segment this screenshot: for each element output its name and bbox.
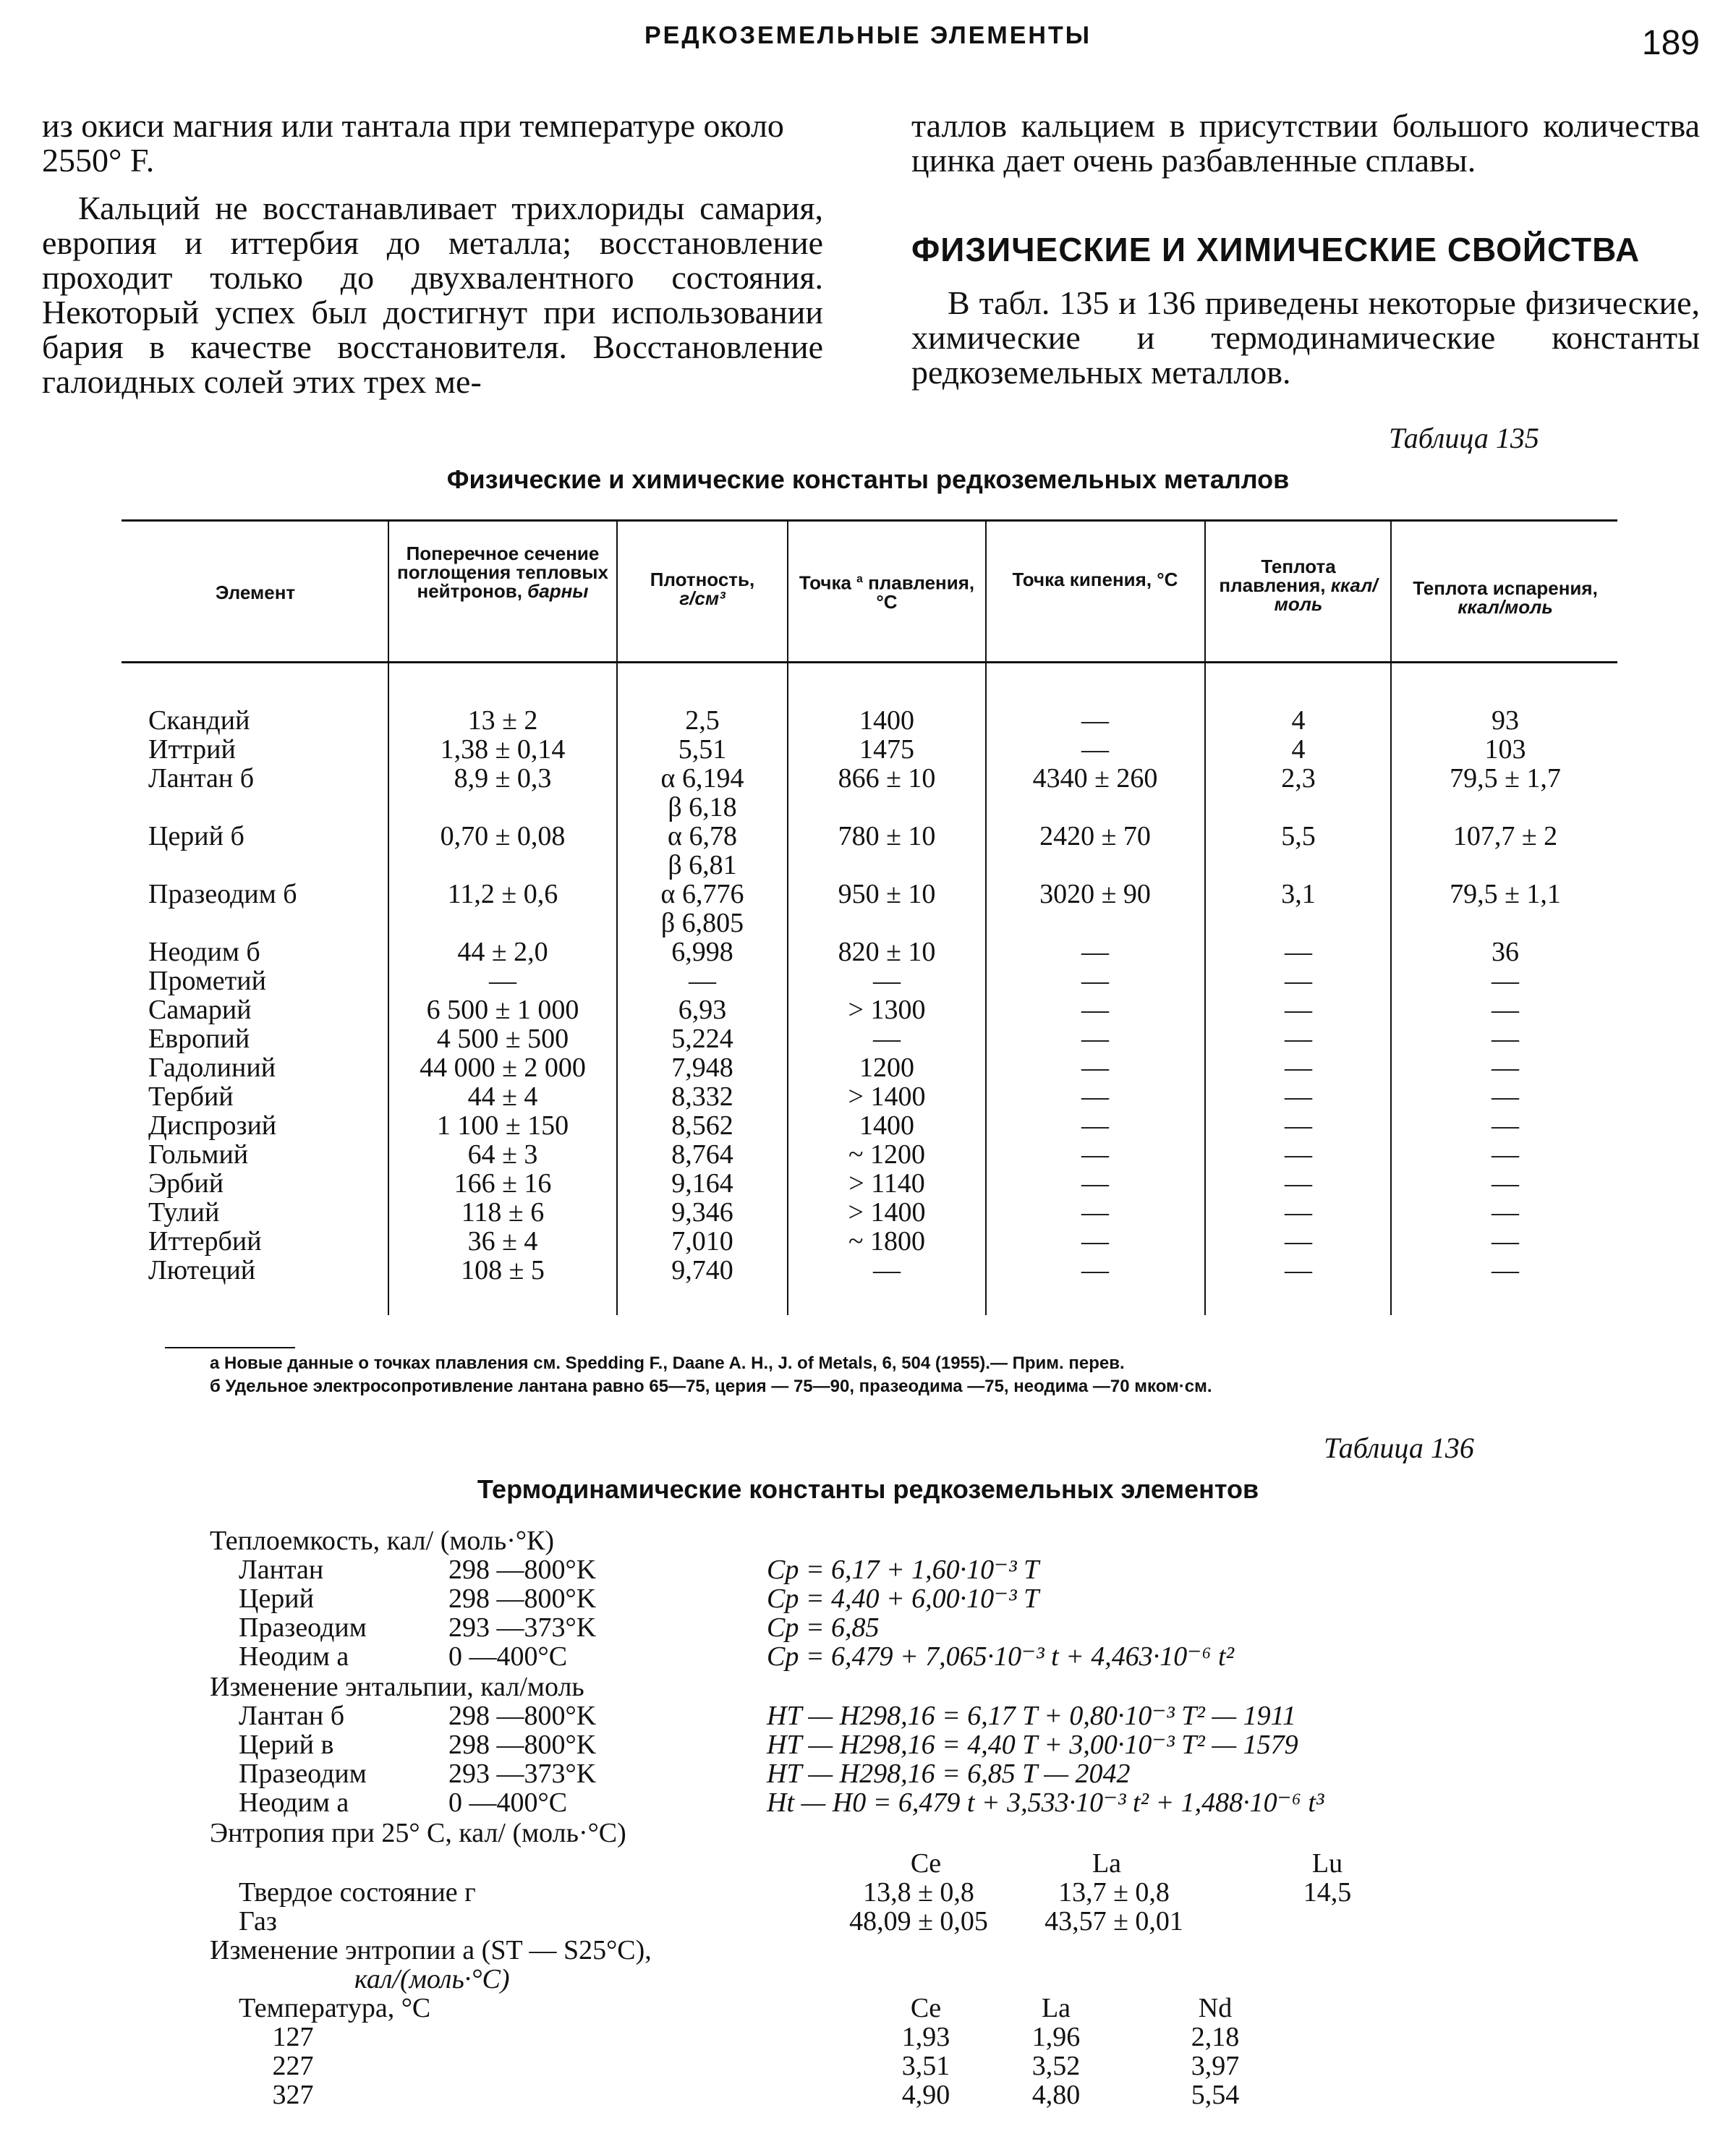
temp-col-ce: Ce (910, 1993, 942, 2023)
table135-cell-cross: 44 ± 2,0 (457, 937, 548, 967)
table135-cell-elements: Гольмий (148, 1139, 249, 1170)
table135-cell-elements: Иттербий (148, 1226, 262, 1257)
table135-cell-cross: 8,9 ± 0,3 (454, 763, 552, 794)
table135-cell-boiling: — (1081, 1139, 1109, 1170)
table135-cell-cross: 1,38 ± 0,14 (440, 734, 566, 765)
entropy-col-lu: Lu (1311, 1848, 1343, 1879)
h_rows-range: 298 —800°K (448, 1730, 597, 1760)
table135-cell-vaporization: — (1492, 1197, 1519, 1228)
table135-cell-boiling: — (1081, 1255, 1109, 1285)
table135-label: Таблица 135 (1389, 422, 1539, 454)
heat-capacity-heading: Теплоемкость, кал/ (моль·°К) (210, 1526, 555, 1556)
h_rows-el: Празеодим (239, 1759, 367, 1789)
table135-cell-elements: Лютеций (148, 1255, 256, 1285)
table135-cell-density: 2,5 (685, 705, 720, 736)
table135-cell-elements: Эрбий (148, 1168, 224, 1199)
table135-cell-cross: 1 100 ± 150 (436, 1110, 569, 1141)
table135-cell-boiling (988, 793, 1202, 822)
table135-cell-boiling: — (1081, 995, 1109, 1025)
temp-row-ce: 4,90 (901, 2080, 950, 2110)
table135-cell-elements: Гадолиний (148, 1053, 276, 1083)
enthalpy-heading: Изменение энтальпии, кал/моль (210, 1672, 584, 1702)
table135-vrule (985, 519, 987, 1315)
table135-cell-density: 7,010 (671, 1226, 733, 1257)
table135-cell-boiling: 4340 ± 260 (1032, 763, 1158, 794)
table135-cell-cross: 4 500 ± 500 (436, 1024, 569, 1054)
table135-cell-fusion: — (1285, 1197, 1312, 1228)
table135-cell-elements (148, 793, 387, 822)
temp-row-la: 4,80 (1031, 2080, 1081, 2110)
table135-cell-elements: Самарий (148, 995, 252, 1025)
table135-cell-vaporization: 36 (1492, 937, 1519, 967)
table135-cell-density: 5,51 (678, 734, 727, 765)
table135-cell-fusion (1208, 851, 1389, 880)
table135-cell-cross: 0,70 ± 0,08 (440, 821, 566, 851)
solid-state-label: Твердое состояние г (239, 1877, 476, 1908)
cp_rows-el: Лантан (239, 1555, 324, 1585)
table135-cell-vaporization (1393, 851, 1617, 880)
table135-cell-elements: Неодим б (148, 937, 260, 967)
table135-cell-boiling: — (1081, 1226, 1109, 1257)
temp-row-ce: 1,93 (901, 2022, 950, 2052)
header-heat-vaporization: Теплота испарения, ккал/моль (1413, 577, 1598, 618)
h_rows-eq: HT — H298,16 = 6,85 T — 2042 (767, 1759, 1131, 1789)
temp-row-nd: 5,54 (1191, 2080, 1240, 2110)
cp_rows-el: Неодим а (239, 1641, 349, 1672)
h_rows-eq: HT — H298,16 = 6,17 T + 0,80·10⁻³ T² — 1911 (767, 1701, 1296, 1731)
table135-cell-fusion: — (1285, 1110, 1312, 1141)
table135-cell-melting: 780 ± 10 (838, 821, 936, 851)
table135-cell-melting: > 1300 (848, 995, 926, 1025)
table135-cell-fusion: — (1285, 1053, 1312, 1083)
h_rows-range: 298 —800°K (448, 1701, 597, 1731)
cp_rows-eq: Cp = 4,40 + 6,00·10⁻³ T (767, 1584, 1039, 1614)
table135-cell-density: β 6,805 (660, 908, 744, 938)
table135-cell-fusion: — (1285, 966, 1312, 996)
table135-cell-cross (391, 909, 615, 938)
table135-cell-density: 9,164 (671, 1168, 733, 1199)
table135-cell-melting (790, 909, 984, 938)
table135-cell-boiling: — (1081, 734, 1109, 765)
cp_rows-eq: Cp = 6,17 + 1,60·10⁻³ T (767, 1555, 1039, 1585)
table135-cell-vaporization (1393, 793, 1617, 822)
table135-cell-boiling: — (1081, 705, 1109, 736)
table135-cell-fusion: 3,1 (1281, 879, 1316, 909)
header-element: Элемент (215, 582, 296, 603)
table135-cell-density: α 6,78 (668, 821, 737, 851)
entropy-change-unit: кал/(моль·°С) (354, 1964, 510, 1994)
table135-cell-boiling: — (1081, 1110, 1109, 1141)
h_rows-eq: HT — H298,16 = 4,40 T + 3,00·10⁻³ T² — 1579 (767, 1730, 1298, 1760)
table135-cell-density: β 6,18 (668, 792, 737, 822)
table135-cell-cross: 44 ± 4 (467, 1081, 538, 1112)
table135-cell-boiling (988, 909, 1202, 938)
h_rows-el: Лантан б (239, 1701, 345, 1731)
table135-cell-boiling: — (1081, 1024, 1109, 1054)
table135-cell-melting: 1200 (859, 1053, 914, 1083)
table135-cell-vaporization: — (1492, 1081, 1519, 1112)
footnote-b: б Удельное электросопротивление лантана равно 65—75, церия — 75—90, празеодима —75, неодима —70 мком·см. (210, 1377, 1212, 1396)
table136-label: Таблица 136 (1324, 1432, 1474, 1464)
temperature-label: Температура, °С (239, 1993, 431, 2023)
table135-cell-vaporization: 103 (1484, 734, 1526, 765)
table135-cell-elements: Европий (148, 1024, 250, 1054)
table135-cell-melting: > 1140 (848, 1168, 925, 1199)
column-heat-vaporization (1393, 706, 1617, 1285)
header-heat-fusion: Теплота плавления, ккал/моль (1219, 556, 1378, 615)
h_rows-range: 0 —400°C (448, 1787, 568, 1818)
cp_rows-el: Празеодим (239, 1612, 367, 1643)
gas-la: 43,57 ± 0,01 (1044, 1906, 1183, 1937)
table135-cell-density: 6,93 (678, 995, 727, 1025)
table135-cell-vaporization: — (1492, 1110, 1519, 1141)
gas-ce: 48,09 ± 0,05 (849, 1906, 988, 1937)
page-number: 189 (1641, 24, 1700, 62)
table135-cell-boiling: — (1081, 937, 1109, 967)
table135-cell-fusion: 4 (1291, 705, 1306, 736)
entropy-col-ce: Ce (910, 1848, 942, 1879)
table136-title: Термодинамические константы редкоземельных элементов (477, 1474, 1259, 1504)
footnote-rule (165, 1347, 295, 1348)
entropy-change-heading: Изменение энтропии а (ST — S25°C), (210, 1935, 652, 1965)
column-elements (148, 706, 387, 1285)
h_rows-eq: Ht — H0 = 6,479 t + 3,533·10⁻³ t² + 1,488·10⁻⁶ t³ (767, 1787, 1324, 1818)
table135-cell-vaporization (1393, 909, 1617, 938)
h_rows-el: Неодим а (239, 1787, 349, 1818)
table135-cell-vaporization: 93 (1492, 705, 1519, 736)
temp-row-la: 1,96 (1031, 2022, 1081, 2052)
table135-cell-melting: > 1400 (848, 1081, 926, 1112)
table135-cell-density: 6,998 (671, 937, 733, 967)
solid-lu: 14,5 (1303, 1877, 1352, 1908)
table135-cell-boiling: — (1081, 966, 1109, 996)
solid-la: 13,7 ± 0,8 (1058, 1877, 1170, 1908)
table135-cell-elements: Иттрий (148, 734, 236, 765)
column-melting (790, 706, 984, 1285)
gas-label: Газ (239, 1906, 277, 1937)
right-paragraph-1: таллов кальцием в присутствии большого количества цинка дает очень разбавленные сплавы. (911, 107, 1700, 179)
table135-title: Физические и химические константы редкоземельных металлов (446, 464, 1290, 494)
header-boiling: Точка кипения, °С (1012, 569, 1178, 590)
table135-cell-cross (391, 851, 615, 880)
table135-cell-elements (148, 909, 387, 938)
table135-cell-density: 7,948 (671, 1053, 733, 1083)
table135-cell-fusion: 4 (1291, 734, 1306, 765)
table135-vrule (787, 519, 788, 1315)
table135-vrule (1390, 519, 1392, 1315)
table135-cell-fusion: — (1285, 937, 1312, 967)
table135-cell-boiling: — (1081, 1168, 1109, 1199)
temp-row-label: 127 (272, 2022, 314, 2052)
table135-cell-elements: Церий б (148, 821, 244, 851)
table135-cell-elements: Лантан б (148, 763, 255, 794)
entropy-heading: Энтропия при 25° С, кал/ (моль·°С) (210, 1818, 626, 1848)
table135-cell-fusion (1208, 793, 1389, 822)
table135-cell-vaporization: — (1492, 1024, 1519, 1054)
table135-cell-vaporization: — (1492, 1053, 1519, 1083)
table135-cell-density: 8,764 (671, 1139, 733, 1170)
table135-cell-cross: 64 ± 3 (467, 1139, 538, 1170)
temp-col-nd: Nd (1198, 1993, 1233, 2023)
cp_rows-range: 293 —373°K (448, 1612, 597, 1643)
table135-cell-fusion: — (1285, 1024, 1312, 1054)
h_rows-range: 293 —373°K (448, 1759, 597, 1789)
table135-cell-vaporization: — (1492, 1226, 1519, 1257)
table135-cell-melting: 1400 (859, 1110, 914, 1141)
table135-cell-cross: 13 ± 2 (467, 705, 538, 736)
table135-cell-density: 9,740 (671, 1255, 733, 1285)
column-heat-fusion (1208, 706, 1389, 1285)
table135-cell-melting: 820 ± 10 (838, 937, 936, 967)
table135-cell-boiling (988, 851, 1202, 880)
h_rows-el: Церий в (239, 1730, 334, 1760)
table135-cell-boiling: 2420 ± 70 (1039, 821, 1151, 851)
table135-cell-elements: Скандий (148, 705, 250, 736)
table135-cell-elements: Диспрозий (148, 1110, 277, 1141)
table135-cell-boiling: 3020 ± 90 (1039, 879, 1151, 909)
table135-cell-melting: > 1400 (848, 1197, 926, 1228)
table135-cell-cross: 11,2 ± 0,6 (447, 879, 558, 909)
running-header: РЕДКОЗЕМЕЛЬНЫЕ ЭЛЕМЕНТЫ (644, 22, 1092, 49)
table135-cell-melting: 866 ± 10 (838, 763, 936, 794)
table135-cell-melting (790, 793, 984, 822)
header-cross-section: Поперечное сечение поглощения тепловых нейтронов, барны (397, 543, 608, 602)
temp-row-ce: 3,51 (901, 2051, 950, 2081)
cp_rows-range: 298 —800°K (448, 1584, 597, 1614)
table135-cell-density: β 6,81 (668, 850, 737, 880)
table135-cell-melting: 950 ± 10 (838, 879, 936, 909)
table135-cell-fusion: — (1285, 1226, 1312, 1257)
table135-cell-cross: 6 500 ± 1 000 (426, 995, 579, 1025)
left-paragraph-1: из окиси магния или тантала при температуре около 2550° F. (42, 107, 784, 179)
temp-col-la: La (1041, 1993, 1071, 2023)
temp-row-label: 327 (272, 2080, 314, 2110)
table135-cell-vaporization: — (1492, 966, 1519, 996)
table135-cell-fusion: 2,3 (1281, 763, 1316, 794)
table135-cell-melting (790, 851, 984, 880)
table135-cell-elements: Прометий (148, 966, 266, 996)
table135-vrule (1204, 519, 1206, 1315)
entropy-col-la: La (1092, 1848, 1122, 1879)
table135-cell-fusion (1208, 909, 1389, 938)
temp-row-nd: 2,18 (1191, 2022, 1240, 2052)
table135-cell-vaporization: — (1492, 1255, 1519, 1285)
table135-cell-cross (391, 793, 615, 822)
table135-cell-vaporization: 79,5 ± 1,7 (1450, 763, 1561, 794)
cp_rows-range: 0 —400°C (448, 1641, 568, 1672)
table135-cell-cross: 108 ± 5 (461, 1255, 545, 1285)
table135-cell-vaporization: 79,5 ± 1,1 (1450, 879, 1561, 909)
table135-cell-boiling: — (1081, 1053, 1109, 1083)
table135-vrule (616, 519, 618, 1315)
table135-cell-density: α 6,776 (660, 879, 744, 909)
right-paragraph-2: В табл. 135 и 136 приведены некоторые физические, химические и термодинамические константы редкоземельных металлов. (911, 284, 1700, 391)
table135-cell-melting: ~ 1800 (848, 1226, 926, 1257)
table135-cell-density: 8,332 (671, 1081, 733, 1112)
table135-cell-cross: 118 ± 6 (461, 1197, 545, 1228)
table135-cell-fusion: — (1285, 1081, 1312, 1112)
table135-cell-elements: Празеодим б (148, 879, 297, 909)
temp-row-label: 227 (272, 2051, 314, 2081)
table135-cell-fusion: 5,5 (1281, 821, 1316, 851)
header-density: Плотность, г/см³ (650, 569, 755, 609)
table135-cell-fusion: — (1285, 1168, 1312, 1199)
temp-row-la: 3,52 (1031, 2051, 1081, 2081)
column-boiling (988, 706, 1202, 1285)
table135-cell-density: 9,346 (671, 1197, 733, 1228)
table135-cell-boiling: — (1081, 1081, 1109, 1112)
table135-cell-cross: 36 ± 4 (467, 1226, 538, 1257)
column-cross-section (391, 706, 615, 1285)
left-column (42, 109, 823, 399)
table135-top-rule (122, 519, 1617, 522)
table135-cell-fusion: — (1285, 995, 1312, 1025)
table135-cell-melting: — (873, 1024, 901, 1054)
table135-cell-boiling: — (1081, 1197, 1109, 1228)
table135-cell-fusion: — (1285, 1139, 1312, 1170)
right-column-top (911, 109, 1700, 178)
table135-vrule (388, 519, 389, 1315)
cp_rows-eq: Cp = 6,85 (767, 1612, 880, 1643)
table135-cell-elements (148, 851, 387, 880)
table135-cell-density: 8,562 (671, 1110, 733, 1141)
cp_rows-range: 298 —800°K (448, 1555, 597, 1585)
section-heading: ФИЗИЧЕСКИЕ И ХИМИЧЕСКИЕ СВОЙСТВА (911, 231, 1641, 268)
table135-cell-vaporization: — (1492, 1139, 1519, 1170)
table135-cell-density: 5,224 (671, 1024, 733, 1054)
table135-cell-density: α 6,194 (660, 763, 744, 794)
table135-cell-fusion: — (1285, 1255, 1312, 1285)
table135-cell-melting: ~ 1200 (848, 1139, 926, 1170)
temp-row-nd: 3,97 (1191, 2051, 1240, 2081)
table135-cell-cross: 166 ± 16 (454, 1168, 552, 1199)
column-density (619, 706, 786, 1285)
table135-cell-cross: 44 000 ± 2 000 (420, 1053, 586, 1083)
table135-cell-cross: — (489, 966, 516, 996)
table135-cell-vaporization: — (1492, 995, 1519, 1025)
table135-cell-melting: 1400 (859, 705, 914, 736)
table135-header-rule (122, 661, 1617, 663)
table135-cell-melting: — (873, 966, 901, 996)
right-column-bottom (911, 286, 1700, 390)
table135-cell-density: — (689, 966, 716, 996)
left-paragraph-2: Кальций не восстанавливает трихлориды самария, европия и иттербия до металла; восстановление проходит только до двухвалентного состояния. Некоторый успех был достигнут при использовании бария в качестве восстановителя. Восстановление галоидных солей этих трех ме- (42, 190, 823, 400)
footnote-a: а Новые данные о точках плавления см. Spedding F., Daane A. H., J. of Metals, 6, 504 (1955).— Прим. перев. (210, 1353, 1125, 1373)
table135-cell-elements: Тулий (148, 1197, 220, 1228)
table135-cell-vaporization: — (1492, 1168, 1519, 1199)
table135-cell-elements: Тербий (148, 1081, 234, 1112)
cp_rows-eq: Cp = 6,479 + 7,065·10⁻³ t + 4,463·10⁻⁶ t² (767, 1641, 1234, 1672)
table135-cell-vaporization: 107,7 ± 2 (1452, 821, 1558, 851)
cp_rows-el: Церий (239, 1584, 314, 1614)
table135-cell-melting: 1475 (859, 734, 914, 765)
table135-cell-melting: — (873, 1255, 901, 1285)
header-melting: Точка $^а$ плавления, °С (799, 571, 975, 613)
solid-ce: 13,8 ± 0,8 (863, 1877, 974, 1908)
